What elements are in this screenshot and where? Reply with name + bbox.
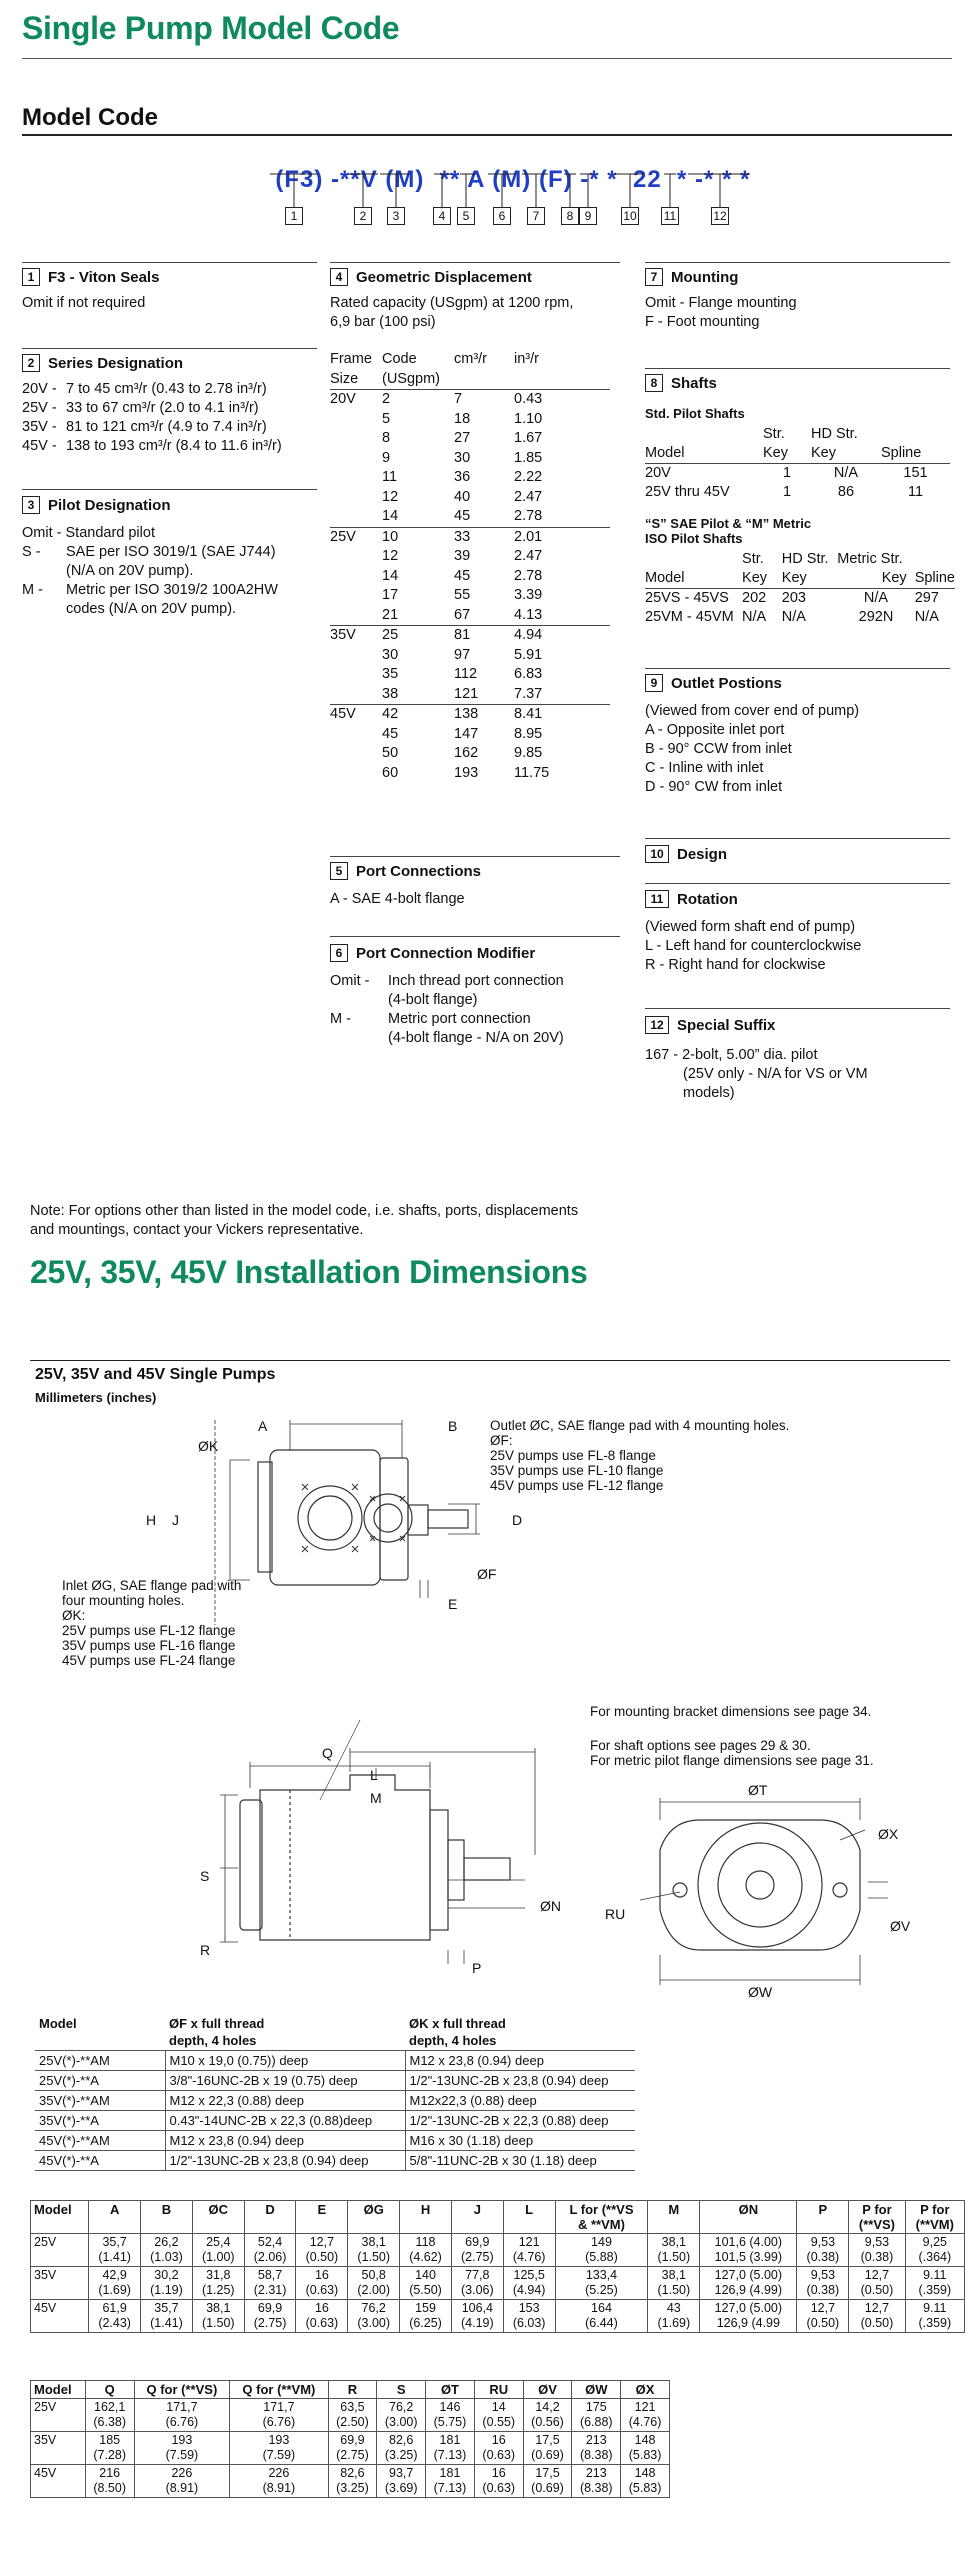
- dim-label-x: ØX: [878, 1826, 899, 1842]
- units-subtitle: Millimeters (inches): [35, 1390, 157, 1405]
- dim-label-a: A: [258, 1418, 268, 1434]
- note-line-2: and mountings, contact your Vickers representative.: [30, 1222, 364, 1238]
- dim-header: Model: [31, 2381, 86, 2399]
- dim-label-v: ØV: [890, 1918, 911, 1934]
- section-5: 5 Port Connections A - SAE 4-bolt flange: [330, 862, 482, 907]
- dim-header: ØG: [348, 2201, 400, 2234]
- outlet-note: Outlet ØC, SAE flange pad with 4 mounting holes. ØF: 25V pumps use FL-8 flange 35V pumps use FL-10 flange 45V pumps use FL-12 flange: [490, 1418, 790, 1493]
- displacement-row: 21 67 4.13: [330, 606, 610, 626]
- dim-label-j: J: [172, 1512, 179, 1528]
- section-11: 11 Rotation (Viewed form shaft end of pump) L - Left hand for counterclockwise R - Right hand for clockwise: [645, 890, 862, 973]
- section-3: 3 Pilot Designation Omit - Standard pilot S - SAE per ISO 3019/1 (SAE J744) (N/A on 20V pump). M - Metric per ISO 3019/2 100A2HW codes (N/A on 20V pump).: [22, 496, 278, 617]
- dim-header: Q: [85, 2381, 134, 2399]
- section-7: 7 Mounting Omit - Flange mounting F - Foot mounting: [645, 268, 797, 330]
- dim-header: R: [328, 2381, 377, 2399]
- dim-row: 25V 35,7 (1.41) 26,2 (1.03) 25,4 (1.00) 52,4 (2.06) 12,7 (0.50) 38,1 (1.50) 118 (4.62) 69,9 (2.75) 121 (4.76) 149 (5.88) 38,1 (1.50) 101,6 (4.00) 101,5 (3.99) 9,53 (0.38) 9,53 (0.38) 9,25 (.364): [31, 2234, 965, 2267]
- displacement-row: 11 36 2.22: [382, 469, 543, 485]
- dim-row: 35V 185 (7.28) 193 (7.59) 193 (7.59) 69,9 (2.75) 82,6 (3.25) 181 (7.13) 16 (0.63) 17,5 (0.69) 213 (8.38) 148 (5.83): [31, 2432, 670, 2465]
- dim-header: RU: [474, 2381, 523, 2399]
- thread-row: 45V(*)-**A 1/2"-13UNC-2B x 23,8 (0.94) deep 5/8"-11UNC-2B x 30 (1.18) deep: [35, 2151, 635, 2171]
- displacement-row: 9 30 1.85: [382, 449, 543, 466]
- section-1: 1 F3 - Viton Seals Omit if not required: [22, 268, 160, 311]
- dim-label-q: Q: [322, 1745, 333, 1761]
- code-number-12: 12: [711, 207, 729, 225]
- section-12: 12 Special Suffix 167 - 2-bolt, 5.00” dia. pilot (25V only - N/A for VS or VM models): [645, 1016, 868, 1101]
- dim-header: ØN: [700, 2201, 797, 2234]
- code-number-4: 4: [433, 207, 451, 225]
- thread-table: Model ØF x full thread depth, 4 holes ØK x full thread depth, 4 holes 25V(*)-**AM M10 x 19,0 (0.75)) deep M12 x 23,8 (0.94) deep 25V(*)-**A 3/8"-16UNC-2B x 19 (0.75) deep 1/2"-13UNC-2B x 23,8 (0.94) deep 35V(*)-**AM M12 x 22,3 (0.88) deep M12x22,3 (0.88) deep 35V(*)-**A 0.43"-14UNC-2B x 22,3 (0.88)deep 1/2"-13UNC-2B x 22,3 (0.88) deep 45V(*)-**AM M12 x 23,8 (0.94) deep M16 x 30 (1.18) deep 45V(*)-**A 1/2"-13UNC-2B x 23,8 (0.94) deep 5/8"-11UNC-2B x 30 (1.18) deep: [35, 2014, 635, 2171]
- displacement-row: 45 147 8.95: [382, 725, 543, 742]
- displacement-row: 14 45 2.78: [330, 507, 610, 527]
- dim-header: Model: [31, 2201, 89, 2234]
- code-number-1: 1: [285, 207, 303, 225]
- dim-label-w: ØW: [748, 1984, 773, 2000]
- dim-header: ØX: [621, 2381, 670, 2399]
- displacement-row: 45V 42 138 8.41: [330, 706, 543, 722]
- code-number-10: 10: [621, 207, 639, 225]
- thread-row: 45V(*)-**AM M12 x 23,8 (0.94) deep M16 x 30 (1.18) deep: [35, 2131, 635, 2151]
- page-title: Single Pump Model Code: [22, 10, 400, 46]
- section-6: 6 Port Connection Modifier Omit - Inch thread port connection (4-bolt flange) M - Metric port connection (4-bolt flange - N/A on 20V): [330, 944, 564, 1046]
- dim-header: ØW: [572, 2381, 621, 2399]
- displacement-row: 30 97 5.91: [382, 646, 543, 663]
- title-divider: [22, 58, 952, 59]
- code-number-8: 8: [561, 207, 579, 225]
- dim-header: ØT: [426, 2381, 475, 2399]
- dim-label-d: D: [512, 1512, 523, 1528]
- code-number-5: 5: [457, 207, 475, 225]
- displacement-row: 17 55 3.39: [382, 587, 543, 603]
- pump-side-view-drawing: [180, 1720, 600, 1990]
- thread-row: 25V(*)-**AM M10 x 19,0 (0.75)) deep M12 x 23,8 (0.94) deep: [35, 2051, 635, 2071]
- section-9: 9 Outlet Postions (Viewed from cover end of pump) A - Opposite inlet port B - 90° CCW from inlet C - Inline with inlet D - 90° CW from inlet: [645, 674, 860, 795]
- displacement-row: 20V 2 7 0.43: [330, 391, 543, 407]
- dim-label-n: ØN: [540, 1898, 561, 1914]
- dim-header: H: [400, 2201, 452, 2234]
- inlet-note: Inlet ØG, SAE flange pad with four mounting holes. ØK: 25V pumps use FL-12 flange 35V pumps use FL-16 flange 45V pumps use FL-24 flange: [62, 1578, 242, 1668]
- shaft-note: For shaft options see pages 29 & 30. For metric pilot flange dimensions see page 31.: [590, 1738, 874, 1768]
- displacement-row: 12 39 2.47: [382, 548, 543, 564]
- dim-row: 45V 61,9 (2.43) 35,7 (1.41) 38,1 (1.50) 69,9 (2.75) 16 (0.63) 76,2 (3.00) 159 (6.25) 106,4 (4.19) 153 (6.03) 164 (6.44) 43 (1.69) 127,0 (5.00) 126,9 (4.99 12,7 (0.50) 12,7 (0.50) 9.11 (.359): [31, 2300, 965, 2333]
- code-number-7: 7: [527, 207, 545, 225]
- dim-header: E: [296, 2201, 348, 2234]
- dim-label-t: ØT: [748, 1782, 768, 1798]
- dim-header: ØV: [523, 2381, 572, 2399]
- displacement-row: 25V 10 33 2.01: [330, 528, 543, 545]
- dim-label-f: ØF: [477, 1566, 497, 1582]
- std-shaft-table: Str. HD Str. Model Key Key Spline 20V 1 N/A 151 25V thru 45V 1 86 11: [645, 425, 950, 502]
- code-number-3: 3: [387, 207, 405, 225]
- dim-label-k: ØK: [198, 1438, 219, 1454]
- dim-header: J: [451, 2201, 503, 2234]
- dim-header: Q for (**VM): [230, 2381, 328, 2399]
- section-2: 2 Series Designation 20V - 7 to 45 cm³/r (0.43 to 2.78 in³/r) 25V - 33 to 67 cm³/r (2.0 to 4.1 in³/r) 35V - 81 to 121 cm³/r (4.9 to 7.4 in³/r) 45V - 138 to 193 cm³/r (8.4 to 11.6 in³/r): [22, 354, 282, 454]
- displacement-row: 14 45 2.78: [382, 567, 543, 584]
- dim-label-ru: RU: [605, 1906, 626, 1922]
- dim-header: D: [244, 2201, 296, 2234]
- model-code-divider: [22, 134, 952, 136]
- displacement-rows: [330, 390, 610, 783]
- dim-header: A: [89, 2201, 141, 2234]
- dim-label-s: S: [200, 1868, 210, 1884]
- code-number-9: 9: [579, 207, 597, 225]
- displacement-row: 5 18 1.10: [382, 410, 543, 427]
- displacement-row: 38 121 7.37: [330, 685, 610, 705]
- displacement-row: 60 193 11.75: [382, 764, 550, 781]
- displacement-table: Frame Code cm³/r in³/r Size (USgpm): [330, 350, 610, 390]
- dim-label-b: B: [448, 1418, 458, 1434]
- dim-label-e: E: [448, 1596, 458, 1612]
- dim-label-l: L: [370, 1767, 378, 1783]
- dim-row: 45V 216 (8.50) 226 (8.91) 226 (8.91) 82,6 (3.25) 93,7 (3.69) 181 (7.13) 16 (0.63) 17,5 (0.69) 213 (8.38) 148 (5.83): [31, 2465, 670, 2498]
- thread-row: 35V(*)-**AM M12 x 22,3 (0.88) deep M12x22,3 (0.88) deep: [35, 2091, 635, 2111]
- displacement-row: 8 27 1.67: [382, 430, 543, 446]
- displacement-row: 35V 25 81 4.94: [330, 627, 543, 643]
- dimension-table-2: [30, 2380, 670, 2498]
- model-code-string: (F3) -**V (M) ** A (M) (F) -* * 22 * -* * *: [275, 166, 751, 193]
- dim-label-p: P: [472, 1960, 482, 1976]
- dim-header: M: [648, 2201, 700, 2234]
- dim-header: L: [503, 2201, 555, 2234]
- series-table: 20V - 7 to 45 cm³/r (0.43 to 2.78 in³/r) 25V - 33 to 67 cm³/r (2.0 to 4.1 in³/r) 35V - 81 to 121 cm³/r (4.9 to 7.4 in³/r) 45V - 138 to 193 cm³/r (8.4 to 11.6 in³/r): [22, 381, 282, 454]
- dim-header: Q for (**VS): [134, 2381, 230, 2399]
- code-number-6: 6: [493, 207, 511, 225]
- pumps-subtitle: 25V, 35V and 45V Single Pumps: [35, 1366, 276, 1383]
- note-line-1: Note: For options other than listed in the model code, i.e. shafts, ports, displacements: [30, 1203, 579, 1219]
- displacement-row: 35 112 6.83: [382, 666, 543, 682]
- dim-row: 35V 42,9 (1.69) 30,2 (1.19) 31,8 (1.25) 58,7 (2.31) 16 (0.63) 50,8 (2.00) 140 (5.50) 77,8 (3.06) 125,5 (4.94) 133,4 (5.25) 38,1 (1.50) 127,0 (5.00) 126,9 (4.99) 9,53 (0.38) 12,7 (0.50) 9.11 (.359): [31, 2267, 965, 2300]
- displacement-row: 50 162 9.85: [382, 745, 543, 761]
- dim-header: S: [377, 2381, 426, 2399]
- code-number-11: 11: [661, 207, 679, 225]
- thread-row: 25V(*)-**A 3/8"-16UNC-2B x 19 (0.75) deep 1/2"-13UNC-2B x 23,8 (0.94) deep: [35, 2071, 635, 2091]
- dim-label-m: M: [370, 1790, 382, 1806]
- code-bracket-lines: [260, 168, 780, 228]
- dim-label-r: R: [200, 1942, 211, 1958]
- pilot-table: S - SAE per ISO 3019/1 (SAE J744) (N/A on 20V pump). M - Metric per ISO 3019/2 100A2HW codes (N/A on 20V pump).: [22, 544, 278, 617]
- section-10: 10 Design: [645, 845, 950, 863]
- dim-label-h: H: [146, 1512, 157, 1528]
- dim-row: 25V 162,1 (6.38) 171,7 (6.76) 171,7 (6.76) 63,5 (2.50) 76,2 (3.00) 146 (5.75) 14 (0.55) 14,2 (0.56) 175 (6.88) 121 (4.76): [31, 2399, 670, 2432]
- dim-header: B: [141, 2201, 193, 2234]
- metric-shaft-table: Str. HD Str. Metric Str. Model Key Key Key Spline 25VS - 45VS 202 203 N/A 297 25VM - 45VM N/A N/A 292N N/A: [645, 551, 955, 625]
- dim-header: P: [797, 2201, 849, 2234]
- dim-header: ØC: [192, 2201, 244, 2234]
- pump-end-view-drawing: [640, 1780, 900, 2000]
- code-number-2: 2: [354, 207, 372, 225]
- section-4: 4 Geometric Displacement Rated capacity (USgpm) at 1200 rpm, 6,9 bar (100 psi) Frame Code cm³/r in³/r Size (USgpm) 20V 2 7 0.43 5 18 1.10 8 27 1.67 9 30 1.85 11 36 2.22 12 40 2.47 14 45 2.78 25V 10 33 2.01 12 39 2.47 14 45 2.78 17 55 3.39 21 67 4.13 35V 25 81 4.94 30 97 5.91 35 112 6.83 38 121 7.37 45V 42 138 8.41 45 147 8.95 50 162 9.85 60 193 11.75: [330, 268, 620, 783]
- thread-row: 35V(*)-**A 0.43"-14UNC-2B x 22,3 (0.88)deep 1/2"-13UNC-2B x 22,3 (0.88) deep: [35, 2111, 635, 2131]
- dim-header: P for (**VM): [905, 2201, 964, 2234]
- bracket-note: For mounting bracket dimensions see page 34.: [590, 1704, 872, 1719]
- installation-title: 25V, 35V, 45V Installation Dimensions: [30, 1254, 588, 1290]
- dimension-table-1: [30, 2200, 965, 2333]
- dim-header: P for (**VS): [849, 2201, 905, 2234]
- dim-header: L for (**VS & **VM): [555, 2201, 648, 2234]
- displacement-row: 12 40 2.47: [382, 488, 543, 505]
- model-code-heading: Model Code: [22, 104, 158, 131]
- section-8: 8 Shafts Std. Pilot Shafts Str. HD Str. Model Key Key Spline 20V 1 N/A 151 25V thru 45V 1 86 11 “S” SAE Pilot & “M” Metric ISO Pilot Shafts Str. HD Str. Metric Str. Model Key Key Key Spline 25VS - 45VS 202 203 N/A 297 25VM - 45VM N/A N/A 292N N/A: [645, 374, 955, 625]
